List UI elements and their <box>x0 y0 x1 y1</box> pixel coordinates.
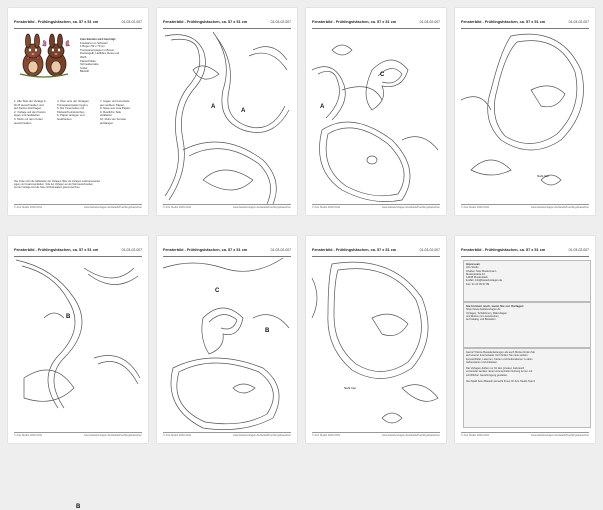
page-footer <box>461 204 589 210</box>
steps-column-1 <box>14 100 55 125</box>
notes-block <box>14 180 142 190</box>
links-heading: Sie können noch, wenn Sie zur Vorlagen <box>466 304 524 308</box>
step-line: aus weißem Papier. <box>100 102 125 107</box>
seam-note: Naht hier <box>344 386 357 390</box>
article-code: 01-03-02-007 <box>270 248 291 252</box>
materials-item: Dunkelgelb, Hellblau, Rosa und <box>80 51 120 56</box>
template-outline <box>312 258 440 434</box>
materials-item: Fotokarton in Schwarz <box>80 40 108 45</box>
footer-url: www.bastelvorlagen.de/details/fruehlingshaeschen <box>83 434 142 437</box>
step-line: 9. Restliche Teile <box>100 109 122 114</box>
link-line[interactable]: https://www.bastelvorlagen.de <box>466 308 501 312</box>
materials-item: Weiß <box>80 54 87 59</box>
contact-line: Musterstraße 12 <box>466 272 485 276</box>
links-box <box>463 302 591 348</box>
footer-url: www.bastelvorlagen.de/details/fruehlingshaeschen <box>530 434 589 437</box>
bunny-preview-image <box>16 34 72 80</box>
page-footer <box>163 204 291 210</box>
materials-item: Klarsichtfolie <box>80 58 96 63</box>
article-code: 01-03-02-007 <box>121 20 142 24</box>
text-line: Jahreszeiten und Anlässen. <box>466 360 498 364</box>
link-line: und Motive zum Ausdrucken <box>466 314 499 318</box>
template-outline <box>163 30 291 206</box>
page-footer <box>312 204 440 210</box>
step-line: legen und festkleben. <box>14 113 41 118</box>
page-header <box>163 248 291 257</box>
note-line: Hier finden sich die Nahtstellen der Vorlagen. Bitte die Vorlagen exakt aneinander <box>14 180 101 183</box>
contact-line: Fax: 01 23 45 67 89 <box>466 282 490 286</box>
part-label: A <box>211 104 216 110</box>
text-line: verwendet werden. Eine kommerzielle Nutzung ist nur mit <box>466 370 533 374</box>
page-title: Fensterbild - Frühlingshäschen, ca. 57 x 51 cm <box>461 20 546 24</box>
page-3-template <box>306 8 446 215</box>
page-title: Fensterbild - Frühlingshäschen, ca. 57 x 51 cm <box>163 20 248 24</box>
note-line: Auf der Vorlage sind die Teile mit Buchstaben gekennzeichnet. <box>14 186 81 190</box>
page-header <box>461 248 589 257</box>
footer-copyright: © Arts Studio 2000-2011 <box>461 206 490 209</box>
materials-list <box>80 38 142 74</box>
text-line: Viel Spaß beim Basteln wünscht Ihnen Ihr Arts Studio Team! <box>466 380 536 384</box>
step-line: 2. Vorlage auf den Karton <box>14 109 46 114</box>
part-label: B <box>265 328 270 334</box>
step-line: festdrücken. <box>57 116 73 121</box>
page-1-instructions <box>8 8 148 215</box>
part-label: B <box>66 314 71 320</box>
step-line: aufhängen. <box>100 120 114 125</box>
contact-line: 12345 Musterstadt <box>466 276 488 280</box>
step-line: 7. Augen und Innenteile <box>100 99 130 103</box>
page-footer <box>461 432 589 438</box>
footer-copyright: © Arts Studio 2000-2011 <box>14 206 43 209</box>
template-outline <box>14 258 142 434</box>
seam-note: Naht hier <box>537 174 550 178</box>
text-box <box>463 348 591 428</box>
footer-url: www.bastelvorlagen.de/details/fruehlingshaeschen <box>381 434 440 437</box>
footer-url: www.bastelvorlagen.de/details/fruehlingshaeschen <box>530 206 589 209</box>
footer-copyright: © Arts Studio 2000-2011 <box>461 434 490 437</box>
page-header <box>14 248 142 257</box>
article-code: 01-03-02-007 <box>419 248 440 252</box>
page-footer <box>163 432 291 438</box>
page-title: Fensterbild - Frühlingshäschen, ca. 57 x 51 cm <box>163 248 248 252</box>
materials-heading: Zum Basteln wird benötigt: <box>80 37 117 41</box>
page-6-template <box>157 236 297 443</box>
page-header <box>312 248 440 257</box>
contact-line: Inhaber: Max Mustermann <box>466 269 497 273</box>
text-line: Gerne? Kleine Bastelanleitungen als auch Motive finden Sie <box>466 351 535 354</box>
page-5-template <box>8 236 148 510</box>
template-outline <box>163 258 291 434</box>
part-label: C <box>380 72 385 78</box>
step-line: auf Karton übertragen. <box>14 106 42 111</box>
page-title: Fensterbild - Frühlingshäschen, ca. 57 x 51 cm <box>461 248 546 252</box>
page-header <box>163 20 291 29</box>
steps-column-3 <box>100 100 142 125</box>
page-footer <box>312 432 440 438</box>
page-title: Fensterbild - Frühlingshäschen, ca. 57 x 51 cm <box>14 248 99 252</box>
part-label: A <box>320 104 325 110</box>
step-line: 3. Motiv mit dem Cutter <box>14 116 43 121</box>
article-code: 01-03-02-007 <box>121 248 142 252</box>
steps-column-2 <box>57 100 98 122</box>
footer-copyright: © Arts Studio 2000-2011 <box>163 206 192 209</box>
page-title: Fensterbild - Frühlingshäschen, ca. 57 x 51 cm <box>312 20 397 24</box>
contact-line: E-Mail: info@bastelvorlagen.de <box>466 279 503 283</box>
template-outline <box>312 30 440 206</box>
step-line: ausschneiden. <box>14 120 33 125</box>
article-code: 01-03-02-007 <box>419 20 440 24</box>
page-7-template <box>306 236 446 443</box>
page-footer <box>14 432 142 438</box>
link-line: Vorlagen, Schablonen, Malvorlagen <box>466 311 507 315</box>
materials-item: Bleistift <box>80 69 90 74</box>
step-line: 8. Nase aus rosa Papier. <box>100 106 131 111</box>
note-line: legen und zusammenkleben. Teile der Vorlagen an der Naht ausschneiden. <box>14 183 94 187</box>
page-footer <box>14 204 142 210</box>
page-4-template <box>455 8 595 215</box>
text-line: Fensterbilder, Laternen, Karten und Dekorationen zu allen <box>466 357 533 361</box>
materials-item: Transparentpapier in Braun, <box>80 47 115 52</box>
step-line: 5. Die Innenseiten mit <box>57 106 85 111</box>
page-header <box>312 20 440 29</box>
footer-url: www.bastelvorlagen.de/details/fruehlingshaeschen <box>232 434 291 437</box>
step-line: 1. Alle Teile der Vorlage A <box>14 99 46 103</box>
step-line: 6. Papier anlegen und <box>57 113 85 118</box>
contact-line: Arts Studio <box>466 266 479 270</box>
page-8-info <box>455 236 595 443</box>
contact-heading: Impressum <box>466 263 480 266</box>
materials-item: Schneidematte <box>80 62 99 67</box>
materials-item: Cutter <box>80 65 88 70</box>
step-line: Transparentpapier legen. <box>57 102 89 107</box>
step-line: 10. Motiv am Fenster <box>100 116 127 121</box>
part-label: C <box>215 288 220 294</box>
article-code: 01-03-02-007 <box>568 20 589 24</box>
contact-box <box>463 260 591 302</box>
step-line: bis B ausschneiden und <box>14 102 44 107</box>
page-header <box>461 20 589 29</box>
step-line: aufkleben. <box>100 113 113 118</box>
text-line: auf unserer Internetseite. Dort finden Sie viele weitere <box>466 354 528 358</box>
link-line: auf Katalog und Bestellen <box>466 318 496 322</box>
part-label: B <box>76 504 81 510</box>
template-outline <box>461 30 589 206</box>
step-line: Klebestift einstreichen. <box>57 109 86 114</box>
footer-copyright: © Arts Studio 2000-2011 <box>312 206 341 209</box>
page-header <box>14 20 142 29</box>
part-label: A <box>241 108 246 114</box>
footer-url: www.bastelvorlagen.de/details/fruehlingshaeschen <box>232 206 291 209</box>
step-line: 4. Über eine der Vorlagen <box>57 99 89 103</box>
footer-url: www.bastelvorlagen.de/details/fruehlingshaeschen <box>381 206 440 209</box>
page-2-template <box>157 8 297 215</box>
page-title: Fensterbild - Frühlingshäschen, ca. 57 x 51 cm <box>14 20 99 24</box>
materials-item: 1 Bogen 50 x 70 cm <box>80 44 105 49</box>
footer-url: www.bastelvorlagen.de/details/fruehlingshaeschen <box>83 206 142 209</box>
footer-copyright: © Arts Studio 2000-2011 <box>14 434 43 437</box>
article-code: 01-03-02-007 <box>568 248 589 252</box>
page-title: Fensterbild - Frühlingshäschen, ca. 57 x 51 cm <box>312 248 397 252</box>
text-line: Die Vorlagen dürfen nur für den privaten Gebrauch <box>466 367 525 371</box>
footer-copyright: © Arts Studio 2000-2011 <box>163 434 192 437</box>
footer-copyright: © Arts Studio 2000-2011 <box>312 434 341 437</box>
article-code: 01-03-02-007 <box>270 20 291 24</box>
text-line: schriftlicher Genehmigung gestattet. <box>466 373 508 377</box>
